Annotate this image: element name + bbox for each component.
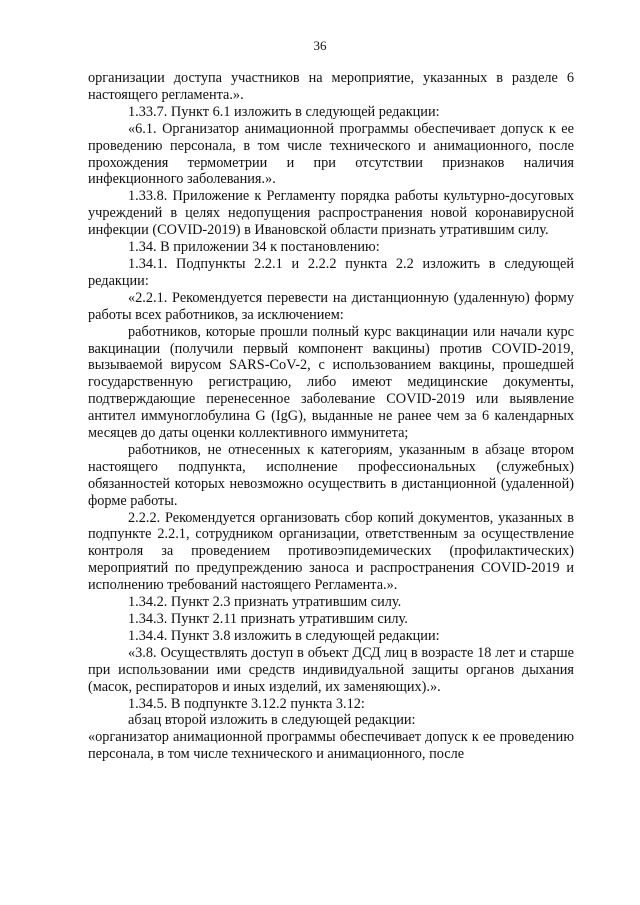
- paragraph: 1.34.2. Пункт 2.3 признать утратившим силу.: [128, 594, 402, 611]
- paragraph: 1.34. В приложении 34 к постановлению:: [128, 239, 380, 256]
- paragraph: 1.34.5. В подпункте 3.12.2 пункта 3.12:: [128, 695, 365, 712]
- paragraph: «3.8. Осуществлять доступ в объект ДСД лиц в возрасте 18 лет и старше при использовании ими средств индивидуальной защиты органов дыхания (масок, респираторов и иных изделий, их заменяющих).».: [88, 644, 574, 695]
- paragraph: «2.2.1. Рекомендуется перевести на дистанционную (удаленную) форму работы всех работников, за исключением:: [88, 289, 574, 323]
- paragraph: 1.34.3. Пункт 2.11 признать утратившим силу.: [128, 611, 408, 627]
- paragraph: «организатор анимационной программы обеспечивает допуск к ее проведению персонала, в том числе технического и анимационного, после: [88, 729, 574, 763]
- paragraph: абзац второй изложить в следующей редакции:: [128, 712, 416, 729]
- paragraph: 1.33.8. Приложение к Регламенту порядка работы культурно-досуговых учреждений в целях недопущения распространения новой коронавирусной инфекции (COVID-2019) в Ивановской области признать утратившим силу.: [88, 188, 574, 239]
- document-body: [88, 70, 574, 763]
- paragraph: «6.1. Организатор анимационной программы обеспечивает допуск к ее проведению персонала, в том числе технического и анимационного, после прохождения термометрии и при отсутствии признаков наличия инфекционного заболевания.».: [88, 120, 574, 188]
- paragraph: 1.34.4. Пункт 3.8 изложить в следующей редакции:: [128, 627, 440, 644]
- page-number: 36: [313, 38, 327, 53]
- paragraph: 2.2.2. Рекомендуется организовать сбор копий документов, указанных в подпункте 2.2.1, сотрудником организации, ответственным за осуществление контроля за проведением противоэпидемических (профилактических) мероприятий по предупреждению заноса и распространения COVID-2019 и исполнению требований настоящего Регламента.».: [88, 509, 574, 594]
- paragraph: работников, не отнесенных к категориям, указанным в абзаце втором настоящего подпункта, исполнение профессиональных (служебных) обязанностей которых невозможно осуществить в дистанционной (удаленной) форме работы.: [88, 441, 574, 509]
- paragraph: 1.33.7. Пункт 6.1 изложить в следующей редакции:: [128, 103, 440, 120]
- paragraph: организации доступа участников на мероприятие, указанных в разделе 6 настоящего регламента.».: [88, 70, 574, 103]
- paragraph: 1.34.1. Подпункты 2.2.1 и 2.2.2 пункта 2.2 изложить в следующей редакции:: [88, 255, 574, 289]
- paragraph: работников, которые прошли полный курс вакцинации или начали курс вакцинации (получили первый компонент вакцины) против COVID-2019, вызываемой вирусом SARS-CoV-2, с использованием вакцины, прошедшей государственную регистрацию, либо имеют медицинские документы, подтверждающие перенесенное заболевание COVID-2019 или выявление антител иммуноглобулина G (IgG), выданные не ранее чем за 6 календарных месяцев до даты оценки коллективного иммунитета;: [88, 323, 574, 442]
